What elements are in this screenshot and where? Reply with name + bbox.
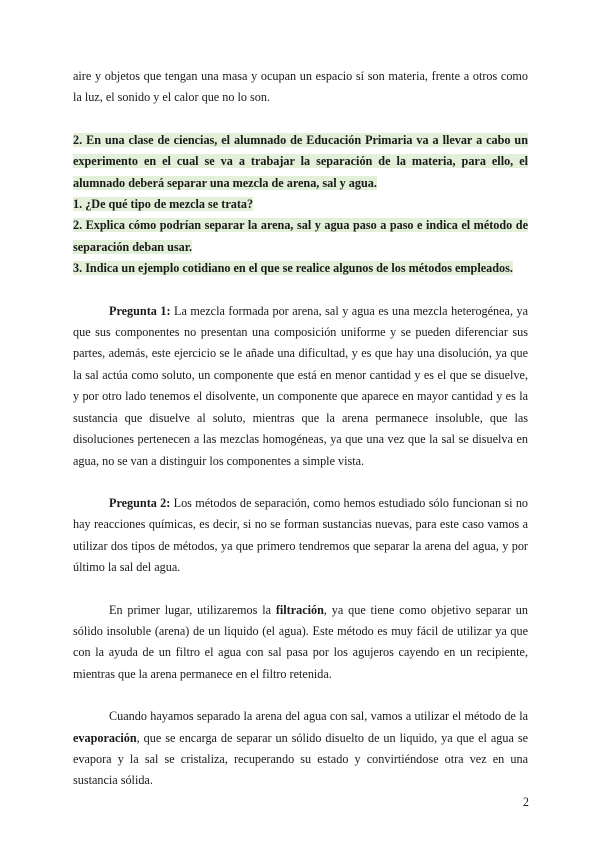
question-block [73, 130, 528, 280]
answer-2-paragraph [73, 493, 528, 579]
answer-2-text: Los métodos de separación, como hemos estudiado sólo funcionan si no hay reacciones químicas, es decir, si no se forman sustancias nuevas, para este caso vamos a utilizar dos tipos de métodos, ya que primero tendremos que separar la arena del agua, y por último la sal del agua. [73, 495, 529, 575]
intro-paragraph: aire y objetos que tengan una masa y ocupan un espacio sí son materia, frente a otros como la luz, el sonido y el calor que no lo son. [73, 69, 528, 105]
spacer [73, 280, 528, 301]
page-body [73, 66, 528, 792]
filtration-paragraph: En primer lugar, utilizaremos la filtración, ya que tiene como objetivo separar un sólido insoluble (arena) de un liquido (el agua). Este método es muy fácil de utilizar ya que con la ayuda de un filtro el agua con sal pasa por los agujeros cayendo en un recipiente, mientras que la arena permanece en el filtro retenida. [73, 602, 528, 681]
question-1: 1. ¿De qué tipo de mezcla se trata? [73, 197, 254, 212]
answer-1-text: La mezcla formada por arena, sal y agua es una mezcla heterogénea, ya que sus componentes no presentan una composición uniforme y se pueden diferenciar sus partes, además, este ejercicio se le añade una dificultad, y es que hay una disolución, ya que la sal actúa como soluto, un componente que está en menor cantidad y es el que se disuelve, y por otro lado tenemos el disolvente, un componente que aparece en mayor cantidad y es la sustancia que disuelve al soluto, mientras que la arena permanece insoluble, que las disoluciones pertenecen a las mezclas homogéneas, ya que una vez que la sal se disuelva en agua, no se van a distinguir los componentes a simple vista. [73, 303, 529, 468]
answer-2-label: Pregunta 2: [109, 495, 171, 510]
page-number: 2 [522, 795, 529, 809]
answer-1-label: Pregunta 1: [109, 303, 171, 318]
question-statement: 2. En una clase de ciencias, el alumnado de Educación Primaria va a llevar a cabo un experimento en el cual se va a trabajar la separación de la materia, para ello, el alumnado deberá separar una mezcla de arena, sal y agua. [73, 132, 528, 190]
spacer [73, 579, 528, 600]
answer-1-paragraph [73, 301, 528, 472]
filtration-term: filtración [275, 602, 324, 617]
evaporation-term: evaporación [73, 730, 137, 745]
question-2: 2. Explica cómo podrían separar la arena, sal y agua paso a paso e indica el método de separación deban usar. [73, 218, 528, 254]
spacer [73, 472, 528, 493]
spacer [73, 685, 528, 706]
spacer [73, 109, 528, 130]
evaporation-paragraph: Cuando hayamos separado la arena del agua con sal, vamos a utilizar el método de la evaporación, que se encarga de separar un sólido disuelto de un liquido, ya que el agua se evapora y la sal se cristaliza, recuperando su estado y convirtiéndose otra vez en una sustancia sólida. [73, 709, 528, 788]
question-3: 3. Indica un ejemplo cotidiano en el que se realice algunos de los métodos empleados. [73, 261, 513, 276]
